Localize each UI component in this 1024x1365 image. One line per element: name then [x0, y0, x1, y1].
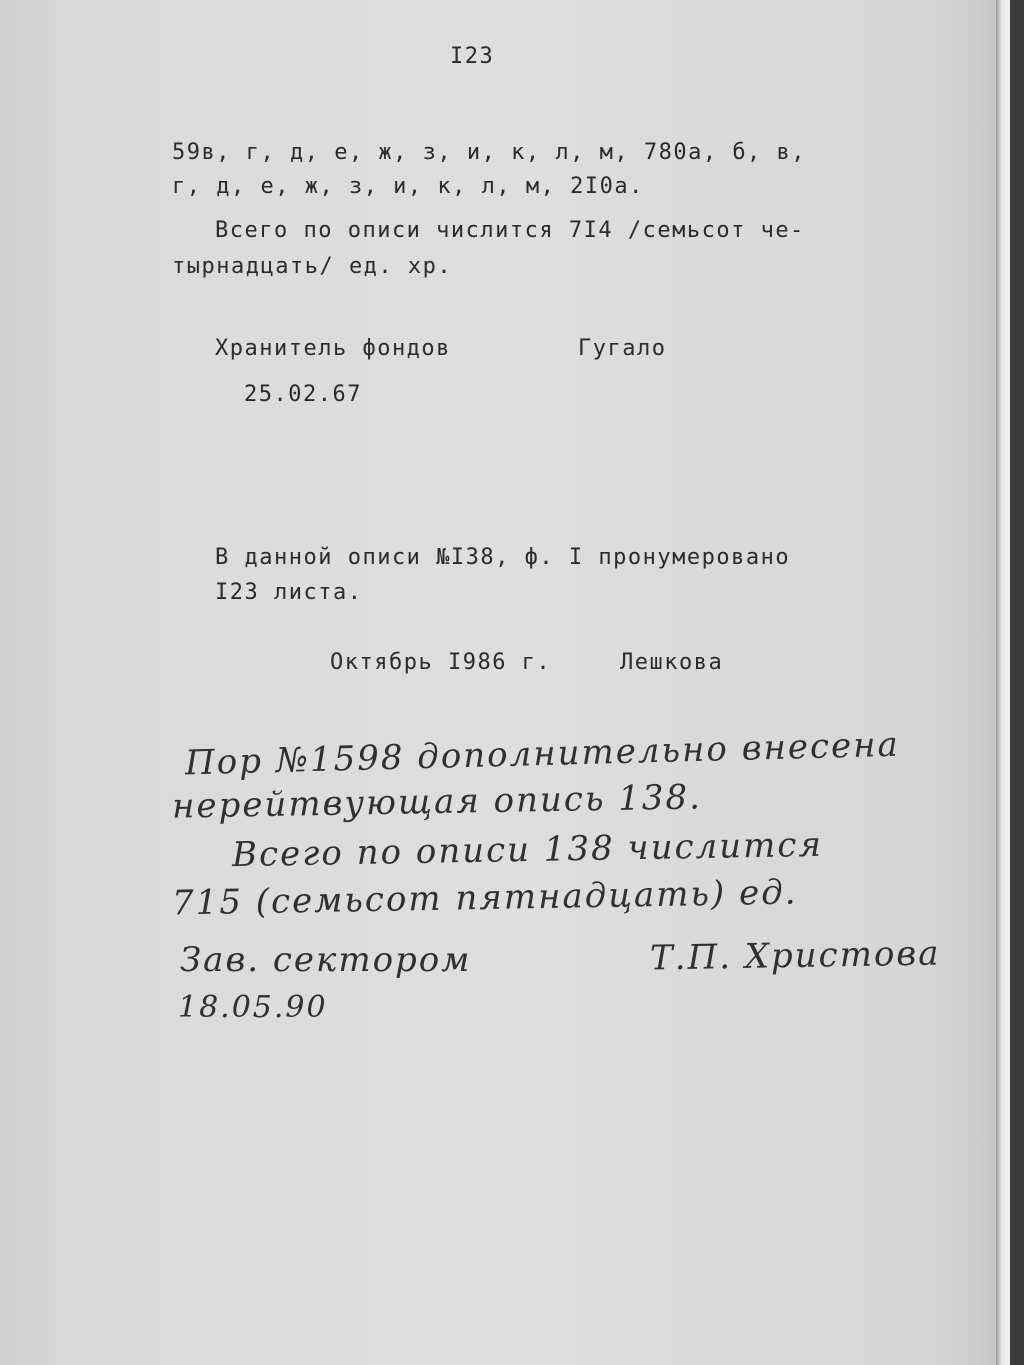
numbered-line-1: В данной описи №I38, ф. I пронумеровано: [215, 545, 791, 570]
numbered-line-2: I23 листа.: [215, 580, 363, 605]
keeper-title: Хранитель фондов: [215, 336, 451, 361]
handwritten-sector-head: Зав. сектором: [180, 940, 472, 980]
keeper-name: Гугало: [578, 336, 667, 361]
page-number: I23: [450, 44, 495, 69]
list-line-2: г, д, е, ж, з, и, к, л, м, 2I0а.: [172, 174, 644, 199]
list-line-1: 59в, г, д, е, ж, з, и, к, л, м, 780а, б, в,: [172, 140, 807, 165]
keeper-date: 25.02.67: [244, 382, 362, 407]
handwritten-line-1: Пор №1598 дополнительно внесена: [184, 724, 901, 784]
handwritten-signature: Т.П. Христова: [649, 933, 941, 979]
page-edge: [996, 0, 1010, 1365]
handwritten-date: 18.05.90: [178, 990, 328, 1025]
handwritten-line-3: Всего по описи 138 числится: [231, 824, 824, 876]
numbered-name: Лешкова: [620, 650, 724, 675]
handwritten-line-4: 715 (семьсот пятнадцать) ед.: [171, 872, 798, 924]
handwritten-line-2: нерейтвующая опись 138.: [171, 777, 703, 827]
total-line-1: Всего по описи числится 7I4 /семьсот че-: [215, 218, 805, 243]
total-line-2: тырнадцать/ ед. хр.: [172, 254, 453, 279]
numbered-date: Октябрь I986 г.: [330, 650, 552, 675]
